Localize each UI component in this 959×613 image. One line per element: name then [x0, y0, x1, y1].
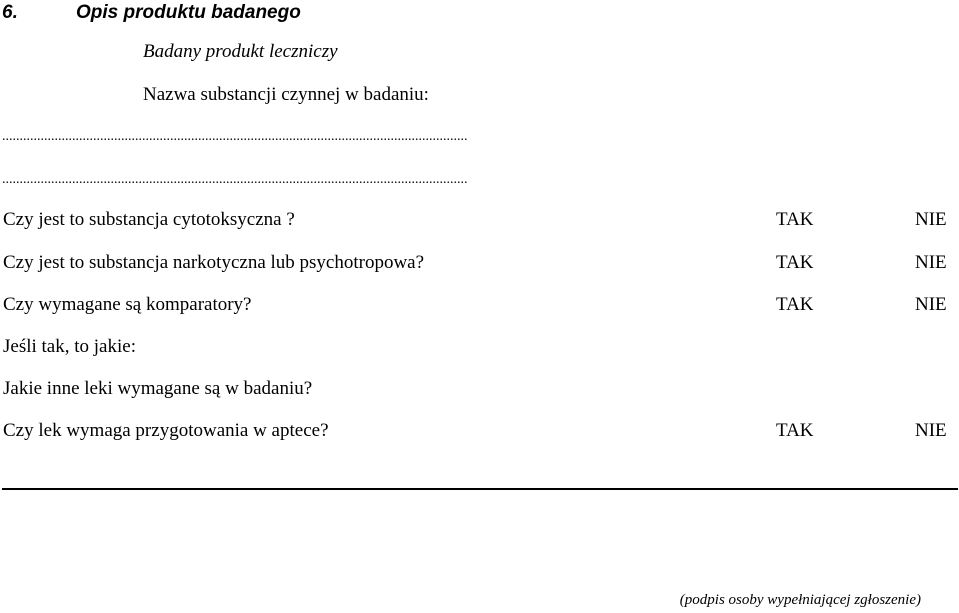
question-pharmacy-preparation: Czy lek wymaga przygotowania w aptece?: [3, 420, 329, 441]
question-cytotoxic: Czy jest to substancja cytotoksyczna ?: [3, 209, 295, 230]
answer-yes-cytotoxic[interactable]: TAK: [776, 209, 814, 230]
question-which-comparators: Jeśli tak, to jakie:: [3, 336, 136, 357]
signature-caption: (podpis osoby wypełniającej zgłoszenie): [679, 592, 921, 608]
answer-no-cytotoxic[interactable]: NIE: [915, 209, 947, 230]
section-number: 6.: [2, 2, 18, 23]
substance-name-field-line-2[interactable]: .....................................................................................................................................: [2, 173, 468, 187]
answer-no-pharmacy[interactable]: NIE: [915, 420, 947, 441]
answer-no-comparators[interactable]: NIE: [915, 294, 947, 315]
substance-name-field-line-1[interactable]: .....................................................................................................................................: [2, 130, 468, 144]
signature-line: [2, 488, 958, 490]
substance-name-label: Nazwa substancji czynnej w badaniu:: [143, 84, 429, 105]
question-narcotic: Czy jest to substancja narkotyczna lub psychotropowa?: [3, 252, 425, 273]
answer-no-narcotic[interactable]: NIE: [915, 252, 947, 273]
answer-yes-pharmacy[interactable]: TAK: [776, 420, 814, 441]
answer-yes-narcotic[interactable]: TAK: [776, 252, 814, 273]
answer-yes-comparators[interactable]: TAK: [776, 294, 814, 315]
subheading: Badany produkt leczniczy: [143, 41, 338, 62]
question-other-drugs: Jakie inne leki wymagane są w badaniu?: [3, 378, 313, 399]
section-title: Opis produktu badanego: [76, 2, 301, 23]
question-comparators: Czy wymagane są komparatory?: [3, 294, 252, 315]
